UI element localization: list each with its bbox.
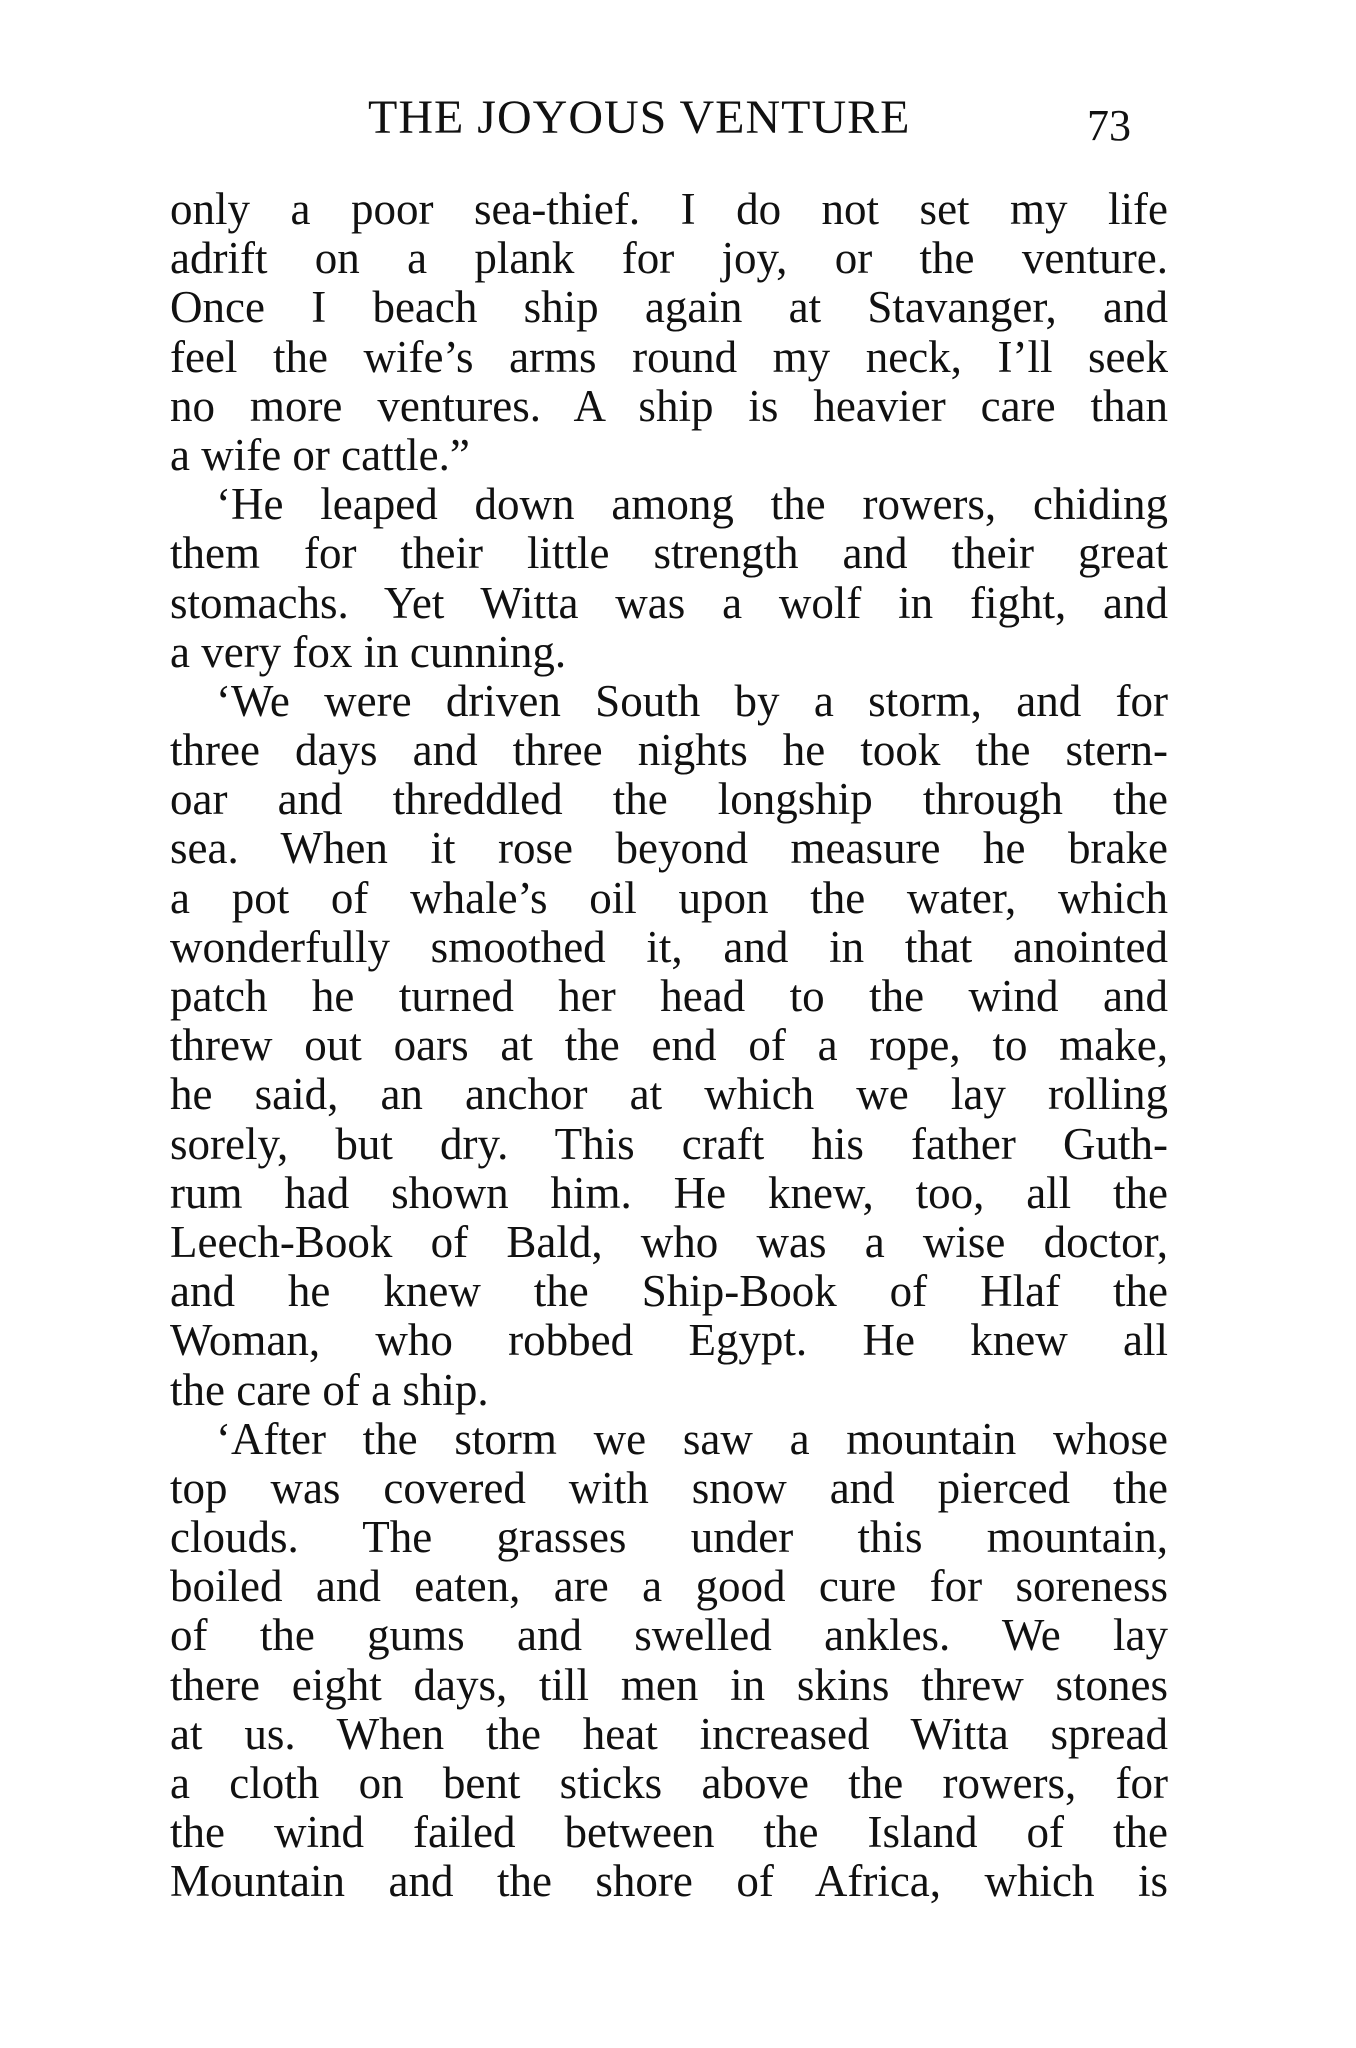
text-line: three days and three nights he took the stern- bbox=[170, 725, 1168, 776]
body-text bbox=[170, 185, 1168, 1907]
text-line: stomachs. Yet Witta was a wolf in fight, and bbox=[170, 577, 1168, 628]
text-line: at us. When the heat increased Witta spread bbox=[170, 1708, 1168, 1759]
text-line: rum had shown him. He knew, too, all the bbox=[170, 1167, 1168, 1218]
text-line: Leech-Book of Bald, who was a wise doctor, bbox=[170, 1216, 1168, 1267]
text-line: and he knew the Ship-Book of Hlaf the bbox=[170, 1266, 1168, 1317]
text-line: oar and threddled the longship through the bbox=[170, 774, 1168, 825]
text-line: a cloth on bent sticks above the rowers, for bbox=[170, 1758, 1168, 1808]
text-line: Woman, who robbed Egypt. He knew all bbox=[170, 1315, 1168, 1366]
running-title: THE JOYOUS VENTURE bbox=[368, 91, 911, 144]
text-line: a pot of whale’s oil upon the water, which bbox=[170, 872, 1168, 923]
text-line: the wind failed between the Island of the bbox=[170, 1807, 1168, 1858]
text-line: threw out oars at the end of a rope, to make, bbox=[170, 1020, 1168, 1071]
text-line: wonderfully smoothed it, and in that anointed bbox=[170, 921, 1168, 972]
text-line: ‘We were driven South by a storm, and for bbox=[216, 675, 1168, 726]
text-line: the care of a ship. bbox=[170, 1364, 489, 1415]
text-line: sea. When it rose beyond measure he brake bbox=[170, 823, 1168, 874]
running-head bbox=[170, 88, 1170, 148]
text-line: there eight days, till men in skins threw stones bbox=[170, 1659, 1168, 1710]
text-line: boiled and eaten, are a good cure for soreness bbox=[170, 1561, 1168, 1612]
text-line: Mountain and the shore of Africa, which is bbox=[170, 1856, 1168, 1907]
text-line: a wife or cattle.” bbox=[170, 429, 470, 480]
text-line: adrift on a plank for joy, or the venture. bbox=[170, 233, 1168, 284]
text-line: clouds. The grasses under this mountain, bbox=[170, 1512, 1168, 1563]
text-line: of the gums and swelled ankles. We lay bbox=[170, 1610, 1168, 1661]
text-line: no more ventures. A ship is heavier care than bbox=[170, 380, 1168, 431]
text-line: feel the wife’s arms round my neck, I’ll seek bbox=[170, 331, 1168, 382]
text-line: a very fox in cunning. bbox=[170, 626, 567, 677]
text-line: patch he turned her head to the wind and bbox=[170, 971, 1168, 1021]
text-line: only a poor sea-thief. I do not set my life bbox=[170, 184, 1168, 234]
text-line: top was covered with snow and pierced the bbox=[170, 1462, 1168, 1513]
text-line: Once I beach ship again at Stavanger, and bbox=[170, 282, 1168, 333]
text-line: ‘After the storm we saw a mountain whose bbox=[216, 1413, 1168, 1464]
text-line: them for their little strength and their great bbox=[170, 528, 1168, 579]
text-line: ‘He leaped down among the rowers, chiding bbox=[216, 479, 1168, 530]
text-line: sorely, but dry. This craft his father Guth- bbox=[170, 1118, 1168, 1169]
text-line: he said, an anchor at which we lay rolling bbox=[170, 1069, 1168, 1120]
page-number: 73 bbox=[1087, 101, 1131, 150]
